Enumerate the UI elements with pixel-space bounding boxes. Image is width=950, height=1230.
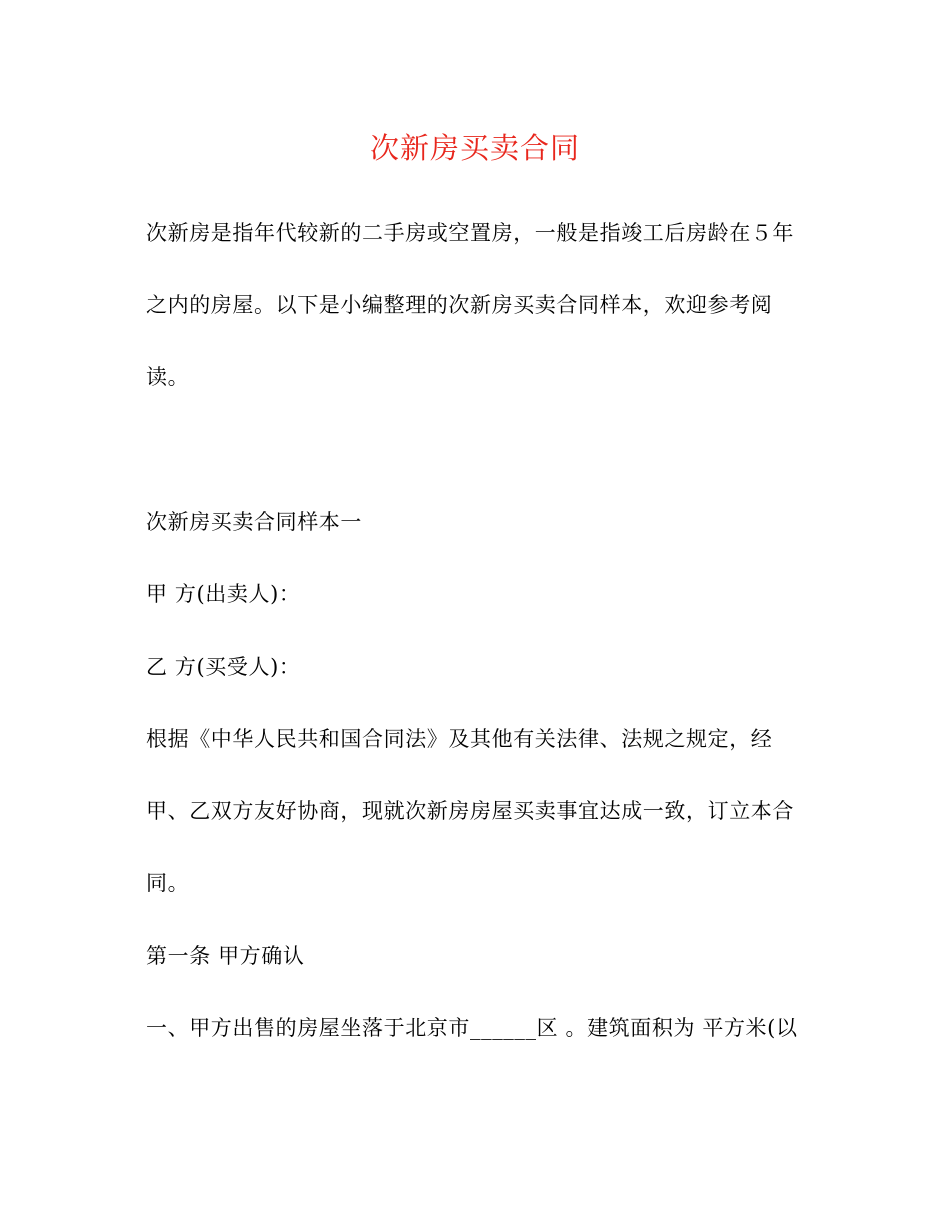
article-1-heading: 第一条 甲方确认 (146, 944, 305, 968)
party-a-line: 甲 方(出卖人)： (146, 582, 301, 606)
document-title: 次新房买卖合同 (369, 131, 580, 165)
preamble-line-2: 甲、乙双方友好协商，现就次新房房屋买卖事宜达成一致，订立本合 (146, 799, 794, 823)
party-b-line: 乙 方(买受人)： (146, 655, 301, 679)
intro-line-3: 读。 (146, 365, 190, 389)
article-1-item-1: 一、甲方出售的房屋坐落于北京市______区 。建筑面积为 平方米(以 (146, 1016, 798, 1040)
preamble-line-3: 同。 (146, 871, 190, 895)
preamble-line-1: 根据《中华人民共和国合同法》及其他有关法律、法规之规定，经 (146, 727, 773, 751)
sample-heading: 次新房买卖合同样本一 (146, 510, 362, 534)
intro-line-1: 次新房是指年代较新的二手房或空置房，一般是指竣工后房龄在５年 (146, 221, 794, 245)
intro-line-2: 之内的房屋。以下是小编整理的次新房买卖合同样本，欢迎参考阅 (146, 293, 773, 317)
